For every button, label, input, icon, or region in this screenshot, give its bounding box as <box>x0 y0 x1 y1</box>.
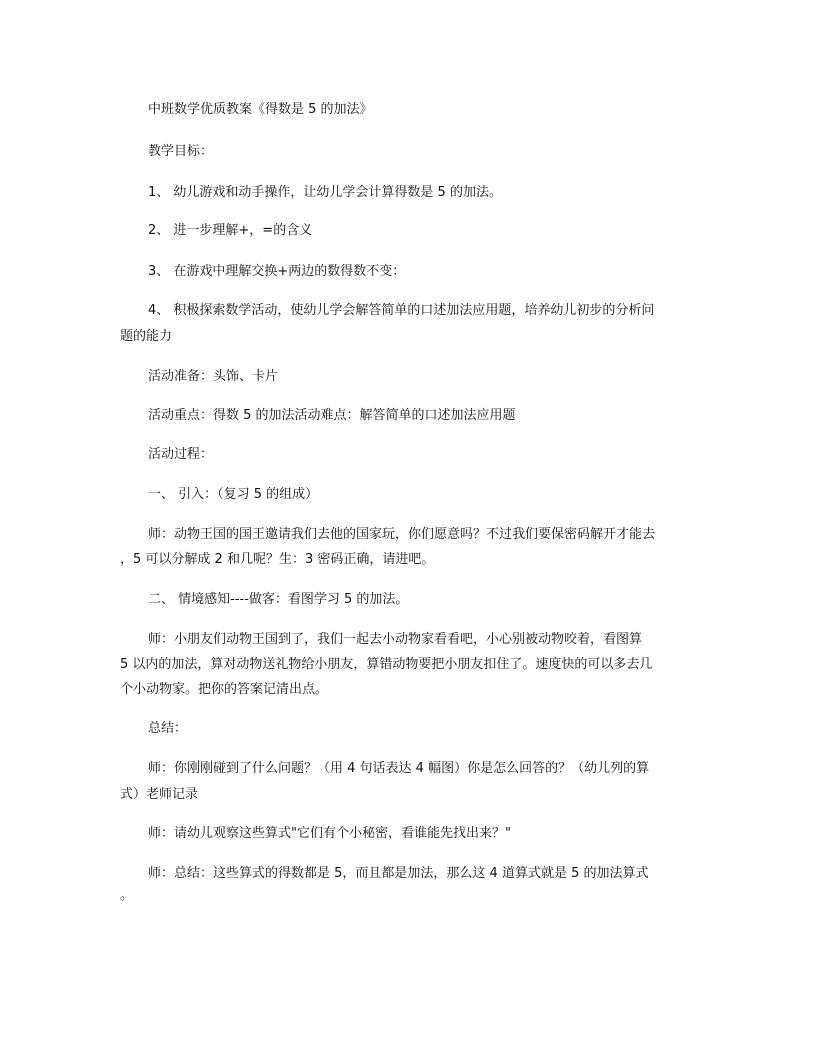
document-title: 中班数学优质教案《得数是 5 的加法》 <box>148 102 373 117</box>
paragraph-objective-2: 2、 进一步理解+，=的含义 <box>148 223 313 238</box>
paragraph-teacher-2: 师：小朋友们动物王国到了，我们一起去小动物家看看吧，小心别被动物咬着，看图算 <box>148 632 643 647</box>
paragraph-objective-1: 1、 幼儿游戏和动手操作，让幼儿学会计算得数是 5 的加法。 <box>148 185 502 200</box>
paragraph-key-points: 活动重点：得数 5 的加法活动难点：解答简单的口述加法应用题 <box>148 408 516 423</box>
paragraph-teacher-1: 师：动物王国的国王邀请我们去他的国家玩，你们愿意吗？不过我们要保密码解开才能去 <box>148 527 656 542</box>
section-heading-process: 活动过程： <box>148 447 214 462</box>
paragraph-teacher-3-cont: 式）老师记录 <box>120 787 199 802</box>
paragraph-teacher-4: 师：请幼儿观察这些算式"它们有个小秘密，看谁能先找出来？" <box>148 826 511 841</box>
paragraph-teacher-2-cont-2: 个小动物家。把你的答案记清出点。 <box>120 682 329 697</box>
paragraph-objective-3: 3、 在游戏中理解交换+两边的数得数不变： <box>148 264 406 279</box>
paragraph-teacher-1-cont: ，5 可以分解成 2 和几呢？生：3 密码正确，请进吧。 <box>120 552 435 567</box>
paragraph-intro: 一、 引入：（复习 5 的组成） <box>148 487 319 502</box>
paragraph-situation: 二、 情境感知----做客：看图学习 5 的加法。 <box>148 592 409 607</box>
paragraph-summary-heading: 总结： <box>148 721 188 736</box>
paragraph-teacher-2-cont-1: 5 以内的加法，算对动物送礼物给小朋友，算错动物要把小朋友扣住了。速度快的可以多去几 <box>120 657 653 672</box>
paragraph-preparation: 活动准备：头饰、卡片 <box>148 369 279 384</box>
paragraph-teacher-5: 师：总结：这些算式的得数都是 5，而且都是加法，那么这 4 道算式就是 5 的加法算式 <box>148 866 649 881</box>
paragraph-teacher-3: 师：你刚刚碰到了什么问题？（用 4 句话表达 4 幅图）你是怎么回答的？（幼儿列的算 <box>148 761 650 776</box>
paragraph-objective-4: 4、 积极探索数学活动，使幼儿学会解答简单的口述加法应用题，培养幼儿初步的分析问 <box>148 303 655 318</box>
section-heading-objectives: 教学目标： <box>148 144 214 159</box>
paragraph-teacher-5-cont: 。 <box>120 888 134 903</box>
paragraph-objective-4-cont: 题的能力 <box>120 329 173 344</box>
